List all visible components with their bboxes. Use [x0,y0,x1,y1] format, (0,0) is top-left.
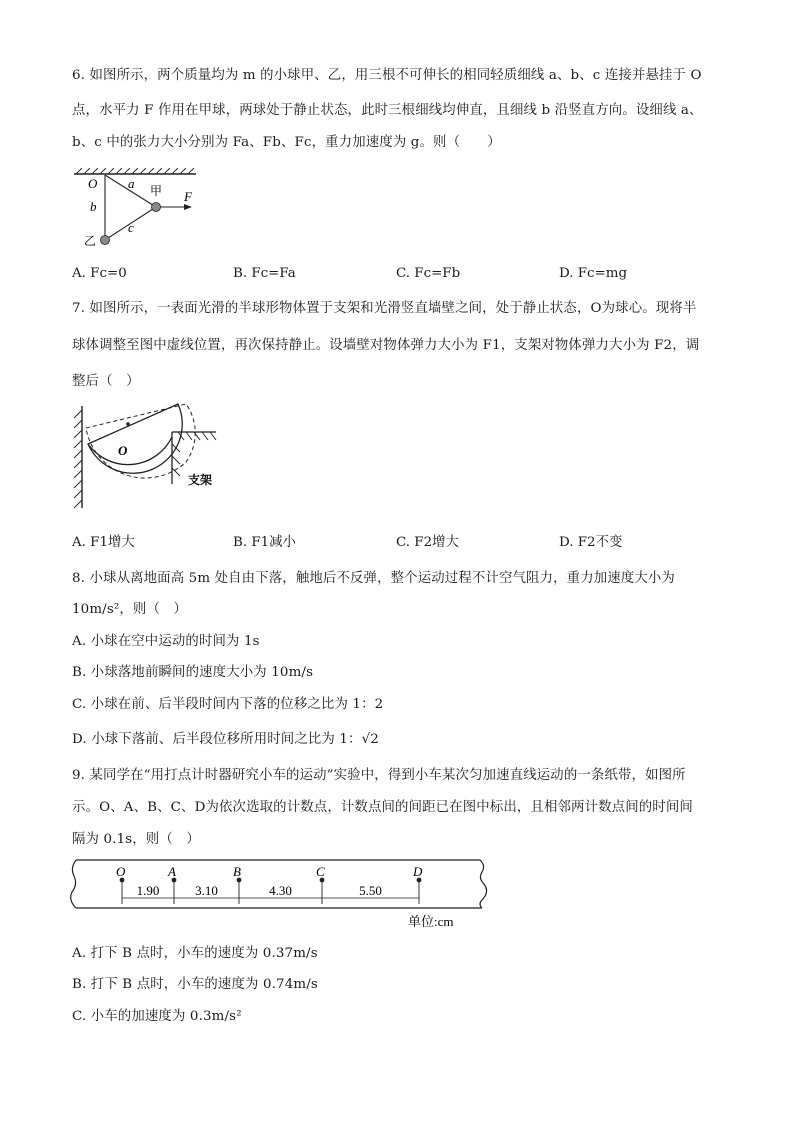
tape-marks [116,864,423,904]
tape-label-o: O [116,864,126,879]
q6-option-a: A. Fc=0 [72,266,127,281]
q7-stem-line2: 球体调整至图中虚线位置，再次保持静止。设墙壁对物体弹力大小为 F1，支架对物体弹力大小为 F2，调 [72,338,700,353]
q9-stem-line3: 隔为 0.1s，则（ ） [72,832,200,847]
tape-left-edge [71,860,76,908]
q9-figure-paper-tape [68,858,498,932]
q6-stem-line2: 点，水平力 F 作用在甲球，两球处于静止状态，此时三根细线均伸直，且细线 b 沿竖直方向。设细线 a、 [72,103,703,118]
q6-option-b: B. Fc=Fa [233,266,296,281]
q9-option-b: B. 打下 B 点时，小车的速度为 0.74m/s [72,977,318,992]
ceiling-hatch [76,168,194,174]
q8-option-c: C. 小球在前、后半段时间内下落的位移之比为 1：2 [72,697,384,712]
label-b: b [90,199,97,214]
q8-option-a: A. 小球在空中运动的时间为 1s [72,634,260,649]
q7-option-a: A. F1增大 [72,535,135,550]
hemisphere-solid [88,404,182,473]
q7-stem-line1: 7. 如图所示，一表面光滑的半球形物体置于支架和光滑竖直墙壁之间，处于静止状态，O为球心。现将半 [72,301,697,316]
q9-option-c: C. 小车的加速度为 0.3m/s² [72,1009,242,1024]
q6-option-d: D. Fc=mg [559,266,628,281]
q6-stem-line1: 6. 如图所示，两个质量均为 m 的小球甲、乙，用三根不可伸长的相同轻质细线 a、b、c 连接并悬挂于 O [72,68,702,83]
label-o: O [88,176,98,191]
center-point [126,422,130,426]
q9-option-a: A. 打下 B 点时，小车的速度为 0.37m/s [72,946,318,961]
q7-option-b: B. F1减小 [233,535,296,550]
label-c: c [128,220,134,235]
label-a: a [128,176,135,191]
tape-distance-2: 4.30 [269,883,292,898]
tape-label-d: D [413,864,423,879]
force-arrowhead [184,204,192,210]
tape-label-b: B [233,864,241,879]
q8-stem-line1: 8. 小球从离地面高 5m 处自由下落，触地后不反弹，整个运动过程不计空气阻力，重力加速度大小为 [72,571,675,586]
tape-label-a: A [168,864,176,879]
q7-option-c: C. F2增大 [396,535,459,550]
support-hatch [172,432,216,476]
ball-yi [101,236,110,245]
q6-figure-two-balls [70,168,210,250]
label-f: F [184,189,192,204]
q7-stem-line3: 整后（ ） [72,374,140,389]
tape-distance-1: 3.10 [195,883,218,898]
q9-stem-line1: 9. 某同学在“用打点计时器研究小车的运动”实验中，得到小车某次匀加速直线运动的一条纸带，如图所 [72,768,686,783]
q7-option-d: D. F2不变 [559,535,623,550]
tape-distance-3: 5.50 [359,883,382,898]
q8-option-d: D. 小球下落前、后半段位移所用时间之比为 1：√2 [72,732,379,747]
wall-hatch [74,410,82,508]
tape-unit-label: 单位:cm [408,914,454,929]
label-jia: 甲 [150,184,163,198]
label-support: 支架 [188,473,213,487]
q6-stem-line3: b、c 中的张力大小分别为 Fa、Fb、Fc，重力加速度为 g。则（ ） [72,135,501,150]
q8-option-b: B. 小球落地前瞬间的速度大小为 10m/s [72,665,314,680]
ball-jia [152,203,161,212]
tape-distance-0: 1.90 [136,883,160,898]
label-yi: 乙 [84,234,97,248]
q6-option-c: C. Fc=Fb [396,266,461,281]
label-o: O [118,443,128,458]
q8-stem-line2: 10m/s²，则（ ） [72,602,188,617]
tape-label-c: C [316,864,325,879]
q7-figure-hemisphere [68,400,228,512]
q9-stem-line2: 示。O、A、B、C、D为依次选取的计数点，计数点间的间距已在图中标出，且相邻两计数点间的时间间 [72,800,693,815]
